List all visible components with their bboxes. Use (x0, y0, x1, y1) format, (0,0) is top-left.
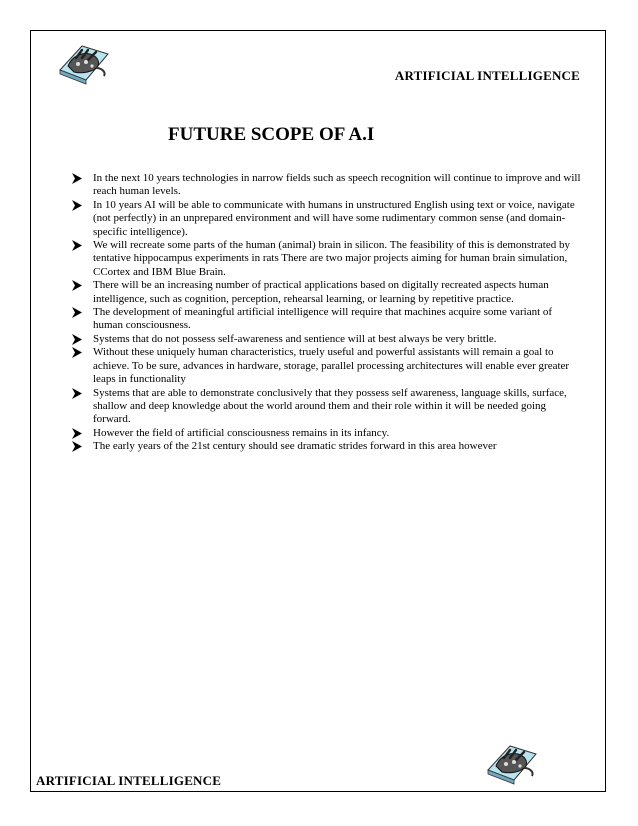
list-item (70, 199, 584, 239)
arrowhead-bullet-icon (72, 347, 82, 358)
header-title: ARTIFICIAL INTELLIGENCE (394, 68, 580, 83)
bullet-text: The development of meaningful artificial intelligence will require that machines acquire some variant of human consciousness. (93, 306, 553, 332)
arrowhead-bullet-icon (72, 280, 82, 291)
bullet-text: We will recreate some parts of the human (animal) brain in silicon. The feasibility of this is demonstrated by tentative hippocampus experiments in rats There are two major projects aiming for human brain simulation, CCortex and IBM Blue Brain. (93, 239, 570, 278)
bullet-text: Systems that are able to demonstrate conclusively that they possess self awareness, language skills, surface, shallow and deep knowledge about the world around them and their role within it will be needed going forward. (93, 386, 567, 426)
robot-hand-logo-icon (52, 40, 114, 86)
list-item (70, 440, 584, 453)
page-title: FUTURE SCOPE OF A.I (168, 124, 375, 145)
arrowhead-bullet-icon (72, 441, 82, 452)
bullet-text: The early years of the 21st century should see dramatic strides forward in this area however (93, 440, 497, 453)
arrowhead-bullet-icon (72, 200, 82, 211)
footer-title: ARTIFICIAL INTELLIGENCE (36, 773, 222, 788)
arrowhead-bullet-icon (72, 307, 82, 318)
bullet-text: Without these uniquely human characteristics, truely useful and powerful assistants will remain a goal to achieve. To be sure, advances in hardware, storage, parallel processing architectures will enable ever greater leaps in functionality (93, 346, 570, 386)
bullet-text: However the field of artificial consciousness remains in its infancy. (93, 426, 390, 439)
bullet-text: In the next 10 years technologies in narrow fields such as speech recognition will continue to improve and will reach human levels. (93, 172, 581, 198)
robot-hand-logo-icon (480, 740, 542, 786)
list-item (70, 346, 584, 386)
arrowhead-bullet-icon (72, 388, 82, 399)
bullet-text: There will be an increasing number of practical applications based on digitally recreated aspects human intelligence, such as cognition, perception, rehearsal learning, or learning by repetitive practice. (93, 279, 549, 305)
list-item (70, 306, 584, 333)
arrowhead-bullet-icon (72, 428, 82, 439)
bullet-text: In 10 years AI will be able to communicate with humans in unstructured English using text or voice, navigate (not perfectly) in an unprepared environment and will have some rudimentary common sense (and domain-specific intelligence). (93, 198, 575, 238)
arrowhead-bullet-icon (72, 173, 82, 184)
list-item (70, 279, 584, 306)
arrowhead-bullet-icon (72, 240, 82, 251)
bullet-text: Systems that do not possess self-awareness and sentience will at best always be very brittle. (93, 332, 497, 345)
list-item (70, 172, 584, 199)
list-item (70, 387, 584, 427)
arrowhead-bullet-icon (72, 334, 82, 345)
list-item (70, 427, 584, 440)
list-item (70, 333, 584, 346)
list-item (70, 239, 584, 279)
bullet-list (70, 172, 584, 454)
